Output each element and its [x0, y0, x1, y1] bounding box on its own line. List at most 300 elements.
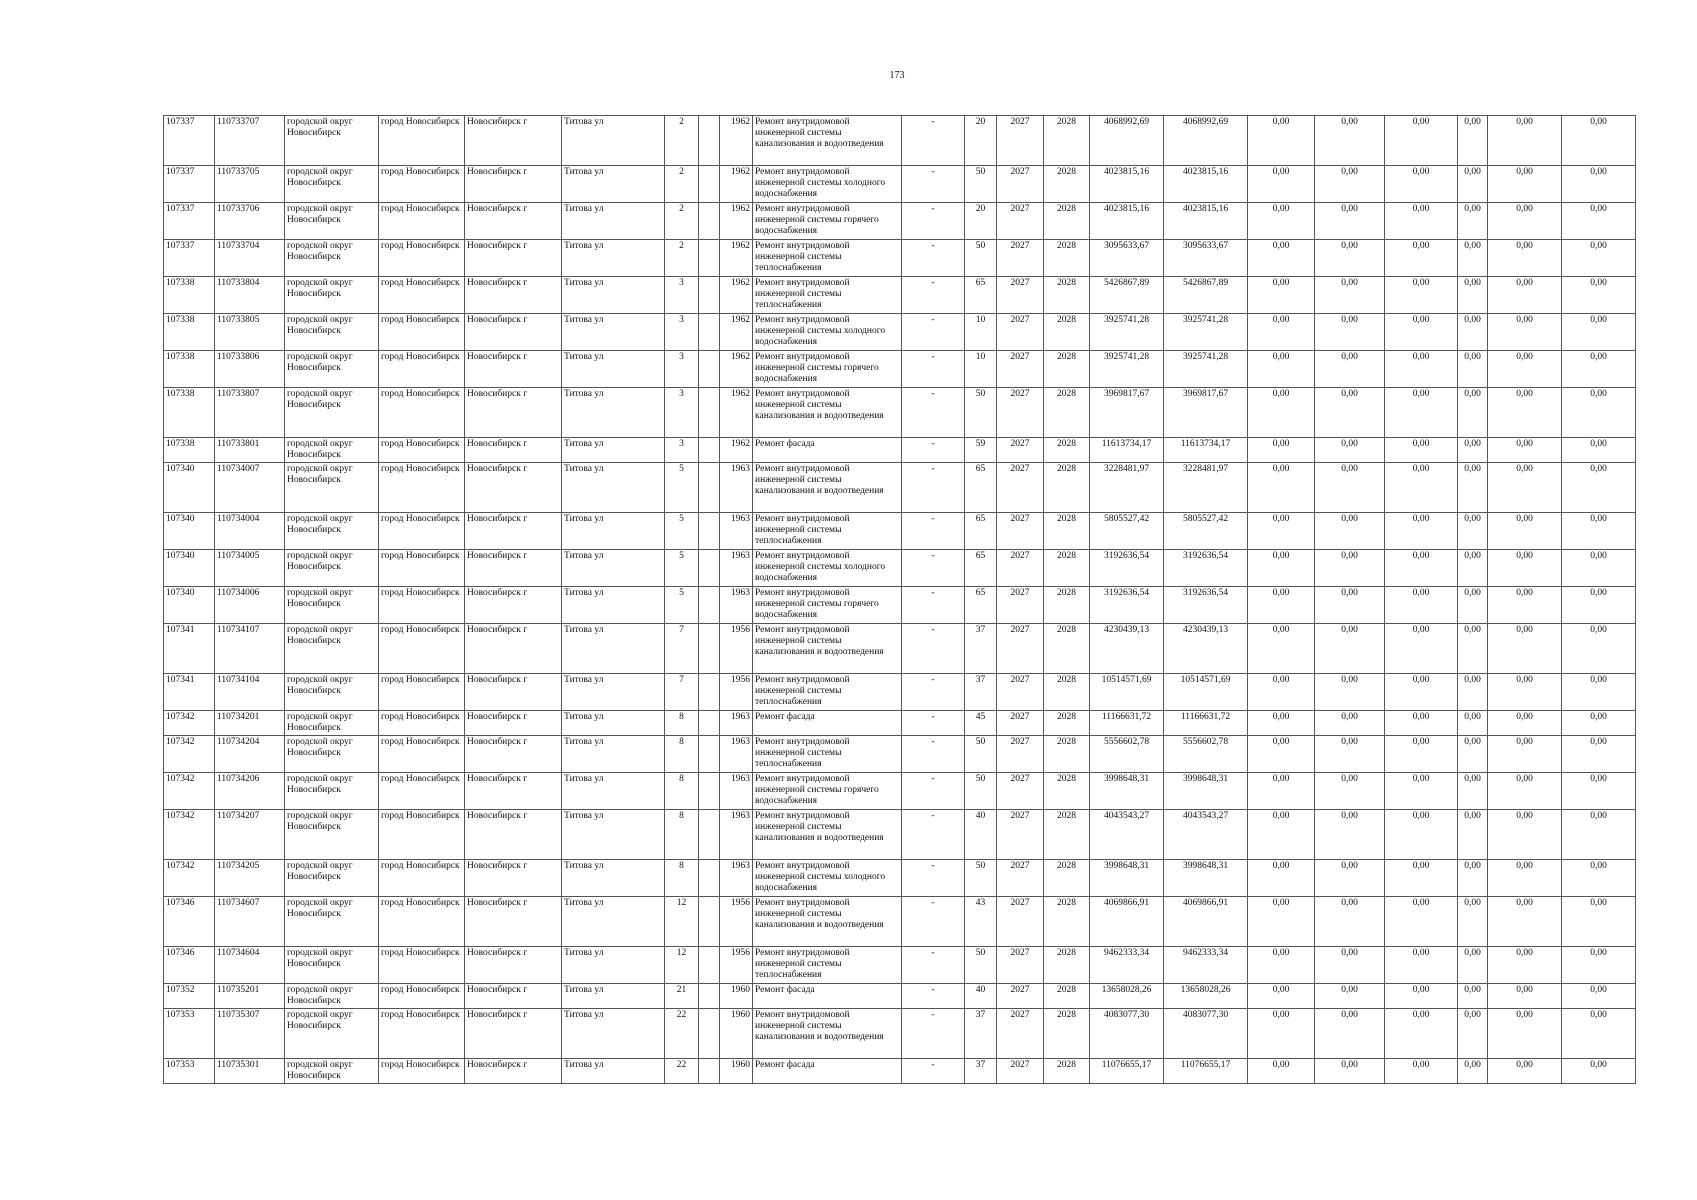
locality-cell: Новосибирск г [465, 624, 562, 674]
table-row [164, 624, 1636, 674]
work-id-cell: 110734007 [215, 463, 285, 513]
building-cell [699, 277, 720, 314]
year-built-cell: 1956 [720, 674, 753, 711]
wear-cell: 65 [965, 550, 997, 587]
value-cell: 0,00 [1488, 947, 1562, 984]
table-row [164, 550, 1636, 587]
locality-cell: Новосибирск г [465, 1059, 562, 1084]
house-number-cell: 12 [665, 897, 699, 947]
work-type-cell: Ремонт внутридомовой инженерной системы холодного водоснабжения [753, 166, 902, 203]
value-cell: 0,00 [1488, 388, 1562, 438]
work-id-cell: 110733705 [215, 166, 285, 203]
house-id-cell: 107353 [164, 1059, 215, 1084]
settlement-cell: город Новосибирск [379, 240, 465, 277]
settlement-cell: город Новосибирск [379, 773, 465, 810]
locality-cell: Новосибирск г [465, 351, 562, 388]
value-cell: 0,00 [1248, 351, 1315, 388]
value-cell: 0,00 [1562, 624, 1636, 674]
cost-cell: 4069866,91 [1164, 897, 1248, 947]
table-row [164, 463, 1636, 513]
house-id-cell: 107338 [164, 314, 215, 351]
start-year-cell: 2027 [997, 351, 1044, 388]
locality-cell: Новосибирск г [465, 203, 562, 240]
year-built-cell: 1963 [720, 550, 753, 587]
municipal-district-cell: городской округ Новосибирск [285, 314, 379, 351]
dash-cell: - [902, 810, 965, 860]
municipal-district-cell: городской округ Новосибирск [285, 773, 379, 810]
dash-cell: - [902, 624, 965, 674]
start-year-cell: 2027 [997, 1009, 1044, 1059]
work-type-cell: Ремонт внутридомовой инженерной системы теплоснабжения [753, 674, 902, 711]
house-id-cell: 107352 [164, 984, 215, 1009]
end-year-cell: 2028 [1044, 1059, 1090, 1084]
end-year-cell: 2028 [1044, 240, 1090, 277]
end-year-cell: 2028 [1044, 388, 1090, 438]
wear-cell: 65 [965, 463, 997, 513]
start-year-cell: 2027 [997, 736, 1044, 773]
street-cell: Титова ул [562, 897, 665, 947]
dash-cell: - [902, 203, 965, 240]
value-cell: 0,00 [1385, 984, 1458, 1009]
year-built-cell: 1962 [720, 240, 753, 277]
start-year-cell: 2027 [997, 674, 1044, 711]
house-number-cell: 5 [665, 587, 699, 624]
start-year-cell: 2027 [997, 984, 1044, 1009]
value-cell: 0,00 [1562, 773, 1636, 810]
work-id-cell: 110734204 [215, 736, 285, 773]
house-number-cell: 21 [665, 984, 699, 1009]
value-cell: 0,00 [1315, 203, 1385, 240]
value-cell: 0,00 [1562, 550, 1636, 587]
start-year-cell: 2027 [997, 860, 1044, 897]
wear-cell: 59 [965, 438, 997, 463]
value-cell: 0,00 [1488, 550, 1562, 587]
locality-cell: Новосибирск г [465, 1009, 562, 1059]
value-cell: 0,00 [1315, 587, 1385, 624]
work-id-cell: 110734107 [215, 624, 285, 674]
value-cell: 0,00 [1562, 674, 1636, 711]
dash-cell: - [902, 166, 965, 203]
end-year-cell: 2028 [1044, 1009, 1090, 1059]
value-cell: 0,00 [1385, 1009, 1458, 1059]
value-cell: 0,00 [1248, 314, 1315, 351]
house-number-cell: 8 [665, 736, 699, 773]
value-cell: 0,00 [1562, 736, 1636, 773]
value-cell: 0,00 [1385, 897, 1458, 947]
house-number-cell: 5 [665, 550, 699, 587]
value-cell: 0,00 [1562, 810, 1636, 860]
value-cell: 0,00 [1315, 438, 1385, 463]
value-cell: 0,00 [1458, 736, 1488, 773]
municipal-district-cell: городской округ Новосибирск [285, 203, 379, 240]
work-id-cell: 110733804 [215, 277, 285, 314]
start-year-cell: 2027 [997, 773, 1044, 810]
value-cell: 0,00 [1385, 736, 1458, 773]
cost-cell: 3192636,54 [1164, 587, 1248, 624]
value-cell: 0,00 [1488, 277, 1562, 314]
value-cell: 0,00 [1458, 513, 1488, 550]
value-cell: 0,00 [1248, 463, 1315, 513]
house-number-cell: 2 [665, 166, 699, 203]
settlement-cell: город Новосибирск [379, 166, 465, 203]
end-year-cell: 2028 [1044, 947, 1090, 984]
work-id-cell: 110734005 [215, 550, 285, 587]
table-row [164, 314, 1636, 351]
end-year-cell: 2028 [1044, 203, 1090, 240]
dash-cell: - [902, 674, 965, 711]
settlement-cell: город Новосибирск [379, 351, 465, 388]
value-cell: 0,00 [1562, 277, 1636, 314]
house-id-cell: 107338 [164, 351, 215, 388]
wear-cell: 50 [965, 166, 997, 203]
table-row [164, 674, 1636, 711]
start-year-cell: 2027 [997, 166, 1044, 203]
cost-cell: 3969817,67 [1164, 388, 1248, 438]
value-cell: 0,00 [1562, 166, 1636, 203]
table-row [164, 203, 1636, 240]
municipal-district-cell: городской округ Новосибирск [285, 897, 379, 947]
start-year-cell: 2027 [997, 810, 1044, 860]
value-cell: 0,00 [1385, 1059, 1458, 1084]
dash-cell: - [902, 277, 965, 314]
total-cost-cell: 3192636,54 [1090, 550, 1164, 587]
settlement-cell: город Новосибирск [379, 897, 465, 947]
value-cell: 0,00 [1385, 947, 1458, 984]
work-id-cell: 110735301 [215, 1059, 285, 1084]
value-cell: 0,00 [1248, 550, 1315, 587]
start-year-cell: 2027 [997, 203, 1044, 240]
total-cost-cell: 9462333,34 [1090, 947, 1164, 984]
work-type-cell: Ремонт внутридомовой инженерной системы канализования и водоотведения [753, 624, 902, 674]
municipal-district-cell: городской округ Новосибирск [285, 550, 379, 587]
value-cell: 0,00 [1488, 351, 1562, 388]
value-cell: 0,00 [1385, 773, 1458, 810]
settlement-cell: город Новосибирск [379, 587, 465, 624]
settlement-cell: город Новосибирск [379, 1009, 465, 1059]
cost-cell: 3192636,54 [1164, 550, 1248, 587]
municipal-district-cell: городской округ Новосибирск [285, 513, 379, 550]
year-built-cell: 1962 [720, 166, 753, 203]
total-cost-cell: 5426867,89 [1090, 277, 1164, 314]
work-type-cell: Ремонт внутридомовой инженерной системы горячего водоснабжения [753, 351, 902, 388]
value-cell: 0,00 [1315, 1059, 1385, 1084]
building-cell [699, 388, 720, 438]
building-cell [699, 314, 720, 351]
page-number: 173 [889, 70, 905, 81]
value-cell: 0,00 [1458, 810, 1488, 860]
work-type-cell: Ремонт внутридомовой инженерной системы канализования и водоотведения [753, 810, 902, 860]
dash-cell: - [902, 463, 965, 513]
street-cell: Титова ул [562, 240, 665, 277]
building-cell [699, 116, 720, 166]
house-id-cell: 107338 [164, 438, 215, 463]
value-cell: 0,00 [1248, 984, 1315, 1009]
work-type-cell: Ремонт фасада [753, 438, 902, 463]
dash-cell: - [902, 513, 965, 550]
dash-cell: - [902, 736, 965, 773]
value-cell: 0,00 [1385, 203, 1458, 240]
locality-cell: Новосибирск г [465, 947, 562, 984]
cost-cell: 3925741,28 [1164, 351, 1248, 388]
house-number-cell: 22 [665, 1059, 699, 1084]
table-row [164, 810, 1636, 860]
house-number-cell: 12 [665, 947, 699, 984]
house-id-cell: 107337 [164, 166, 215, 203]
street-cell: Титова ул [562, 1009, 665, 1059]
work-type-cell: Ремонт внутридомовой инженерной системы горячего водоснабжения [753, 587, 902, 624]
municipal-district-cell: городской округ Новосибирск [285, 351, 379, 388]
house-number-cell: 7 [665, 674, 699, 711]
dash-cell: - [902, 314, 965, 351]
work-type-cell: Ремонт внутридомовой инженерной системы холодного водоснабжения [753, 550, 902, 587]
locality-cell: Новосибирск г [465, 736, 562, 773]
value-cell: 0,00 [1458, 587, 1488, 624]
start-year-cell: 2027 [997, 587, 1044, 624]
total-cost-cell: 3095633,67 [1090, 240, 1164, 277]
value-cell: 0,00 [1562, 587, 1636, 624]
value-cell: 0,00 [1385, 351, 1458, 388]
value-cell: 0,00 [1488, 897, 1562, 947]
wear-cell: 50 [965, 240, 997, 277]
value-cell: 0,00 [1458, 860, 1488, 897]
work-type-cell: Ремонт фасада [753, 984, 902, 1009]
settlement-cell: город Новосибирск [379, 947, 465, 984]
value-cell: 0,00 [1385, 314, 1458, 351]
value-cell: 0,00 [1458, 897, 1488, 947]
value-cell: 0,00 [1562, 513, 1636, 550]
table-row [164, 736, 1636, 773]
total-cost-cell: 11613734,17 [1090, 438, 1164, 463]
street-cell: Титова ул [562, 1059, 665, 1084]
value-cell: 0,00 [1315, 166, 1385, 203]
work-type-cell: Ремонт внутридомовой инженерной системы канализования и водоотведения [753, 1009, 902, 1059]
value-cell: 0,00 [1248, 1009, 1315, 1059]
locality-cell: Новосибирск г [465, 438, 562, 463]
cost-cell: 4023815,16 [1164, 166, 1248, 203]
work-id-cell: 110734604 [215, 947, 285, 984]
wear-cell: 40 [965, 984, 997, 1009]
work-type-cell: Ремонт внутридомовой инженерной системы канализования и водоотведения [753, 463, 902, 513]
value-cell: 0,00 [1562, 897, 1636, 947]
municipal-district-cell: городской округ Новосибирск [285, 166, 379, 203]
year-built-cell: 1963 [720, 711, 753, 736]
total-cost-cell: 3925741,28 [1090, 314, 1164, 351]
start-year-cell: 2027 [997, 550, 1044, 587]
year-built-cell: 1956 [720, 624, 753, 674]
value-cell: 0,00 [1488, 166, 1562, 203]
value-cell: 0,00 [1488, 1009, 1562, 1059]
year-built-cell: 1962 [720, 277, 753, 314]
house-number-cell: 8 [665, 860, 699, 897]
value-cell: 0,00 [1248, 1059, 1315, 1084]
value-cell: 0,00 [1458, 550, 1488, 587]
value-cell: 0,00 [1458, 947, 1488, 984]
start-year-cell: 2027 [997, 947, 1044, 984]
building-cell [699, 711, 720, 736]
value-cell: 0,00 [1562, 351, 1636, 388]
value-cell: 0,00 [1315, 351, 1385, 388]
work-id-cell: 110734205 [215, 860, 285, 897]
work-id-cell: 110734207 [215, 810, 285, 860]
total-cost-cell: 4023815,16 [1090, 166, 1164, 203]
work-id-cell: 110735307 [215, 1009, 285, 1059]
value-cell: 0,00 [1248, 166, 1315, 203]
house-id-cell: 107340 [164, 550, 215, 587]
value-cell: 0,00 [1458, 1009, 1488, 1059]
value-cell: 0,00 [1458, 351, 1488, 388]
municipal-district-cell: городской округ Новосибирск [285, 1009, 379, 1059]
municipal-district-cell: городской округ Новосибирск [285, 860, 379, 897]
value-cell: 0,00 [1315, 624, 1385, 674]
value-cell: 0,00 [1385, 388, 1458, 438]
year-built-cell: 1962 [720, 203, 753, 240]
wear-cell: 50 [965, 860, 997, 897]
cost-cell: 11076655,17 [1164, 1059, 1248, 1084]
value-cell: 0,00 [1488, 711, 1562, 736]
year-built-cell: 1962 [720, 351, 753, 388]
municipal-district-cell: городской округ Новосибирск [285, 116, 379, 166]
value-cell: 0,00 [1248, 240, 1315, 277]
cost-cell: 3925741,28 [1164, 314, 1248, 351]
end-year-cell: 2028 [1044, 314, 1090, 351]
building-cell [699, 947, 720, 984]
house-number-cell: 7 [665, 624, 699, 674]
house-id-cell: 107346 [164, 897, 215, 947]
value-cell: 0,00 [1385, 116, 1458, 166]
settlement-cell: город Новосибирск [379, 314, 465, 351]
wear-cell: 65 [965, 277, 997, 314]
cost-cell: 3998648,31 [1164, 860, 1248, 897]
cost-cell: 4230439,13 [1164, 624, 1248, 674]
value-cell: 0,00 [1562, 388, 1636, 438]
street-cell: Титова ул [562, 810, 665, 860]
value-cell: 0,00 [1488, 513, 1562, 550]
total-cost-cell: 4083077,30 [1090, 1009, 1164, 1059]
work-type-cell: Ремонт фасада [753, 1059, 902, 1084]
building-cell [699, 203, 720, 240]
end-year-cell: 2028 [1044, 587, 1090, 624]
dash-cell: - [902, 1009, 965, 1059]
building-cell [699, 984, 720, 1009]
year-built-cell: 1963 [720, 736, 753, 773]
street-cell: Титова ул [562, 513, 665, 550]
building-cell [699, 587, 720, 624]
table-row [164, 388, 1636, 438]
municipal-district-cell: городской округ Новосибирск [285, 810, 379, 860]
table-row [164, 116, 1636, 166]
value-cell: 0,00 [1315, 388, 1385, 438]
value-cell: 0,00 [1458, 624, 1488, 674]
locality-cell: Новосибирск г [465, 773, 562, 810]
wear-cell: 65 [965, 587, 997, 624]
building-cell [699, 166, 720, 203]
building-cell [699, 351, 720, 388]
dash-cell: - [902, 550, 965, 587]
wear-cell: 50 [965, 736, 997, 773]
start-year-cell: 2027 [997, 277, 1044, 314]
value-cell: 0,00 [1488, 116, 1562, 166]
cost-cell: 5556602,78 [1164, 736, 1248, 773]
value-cell: 0,00 [1562, 1059, 1636, 1084]
building-cell [699, 674, 720, 711]
year-built-cell: 1963 [720, 810, 753, 860]
locality-cell: Новосибирск г [465, 513, 562, 550]
value-cell: 0,00 [1562, 203, 1636, 240]
dash-cell: - [902, 587, 965, 624]
locality-cell: Новосибирск г [465, 984, 562, 1009]
municipal-district-cell: городской округ Новосибирск [285, 984, 379, 1009]
house-id-cell: 107341 [164, 624, 215, 674]
building-cell [699, 240, 720, 277]
start-year-cell: 2027 [997, 388, 1044, 438]
value-cell: 0,00 [1488, 984, 1562, 1009]
wear-cell: 20 [965, 203, 997, 240]
total-cost-cell: 11076655,17 [1090, 1059, 1164, 1084]
settlement-cell: город Новосибирск [379, 513, 465, 550]
settlement-cell: город Новосибирск [379, 624, 465, 674]
street-cell: Титова ул [562, 116, 665, 166]
table-row [164, 587, 1636, 624]
locality-cell: Новосибирск г [465, 587, 562, 624]
street-cell: Титова ул [562, 984, 665, 1009]
house-number-cell: 2 [665, 116, 699, 166]
house-number-cell: 3 [665, 351, 699, 388]
wear-cell: 43 [965, 897, 997, 947]
value-cell: 0,00 [1562, 1009, 1636, 1059]
start-year-cell: 2027 [997, 240, 1044, 277]
wear-cell: 10 [965, 314, 997, 351]
locality-cell: Новосибирск г [465, 897, 562, 947]
end-year-cell: 2028 [1044, 550, 1090, 587]
settlement-cell: город Новосибирск [379, 984, 465, 1009]
cost-cell: 4083077,30 [1164, 1009, 1248, 1059]
house-id-cell: 107346 [164, 947, 215, 984]
work-type-cell: Ремонт внутридомовой инженерной системы горячего водоснабжения [753, 203, 902, 240]
total-cost-cell: 4069866,91 [1090, 897, 1164, 947]
value-cell: 0,00 [1458, 674, 1488, 711]
total-cost-cell: 4043543,27 [1090, 810, 1164, 860]
cost-cell: 5805527,42 [1164, 513, 1248, 550]
value-cell: 0,00 [1248, 587, 1315, 624]
work-id-cell: 110733805 [215, 314, 285, 351]
locality-cell: Новосибирск г [465, 810, 562, 860]
total-cost-cell: 5805527,42 [1090, 513, 1164, 550]
year-built-cell: 1963 [720, 463, 753, 513]
value-cell: 0,00 [1385, 711, 1458, 736]
year-built-cell: 1962 [720, 116, 753, 166]
dash-cell: - [902, 438, 965, 463]
locality-cell: Новосибирск г [465, 463, 562, 513]
year-built-cell: 1963 [720, 860, 753, 897]
dash-cell: - [902, 897, 965, 947]
street-cell: Титова ул [562, 947, 665, 984]
total-cost-cell: 3925741,28 [1090, 351, 1164, 388]
wear-cell: 65 [965, 513, 997, 550]
municipal-district-cell: городской округ Новосибирск [285, 947, 379, 984]
street-cell: Титова ул [562, 674, 665, 711]
work-id-cell: 110734004 [215, 513, 285, 550]
building-cell [699, 550, 720, 587]
wear-cell: 50 [965, 773, 997, 810]
locality-cell: Новосибирск г [465, 314, 562, 351]
year-built-cell: 1956 [720, 897, 753, 947]
value-cell: 0,00 [1315, 810, 1385, 860]
value-cell: 0,00 [1488, 773, 1562, 810]
value-cell: 0,00 [1488, 438, 1562, 463]
table-row [164, 947, 1636, 984]
year-built-cell: 1963 [720, 513, 753, 550]
end-year-cell: 2028 [1044, 984, 1090, 1009]
